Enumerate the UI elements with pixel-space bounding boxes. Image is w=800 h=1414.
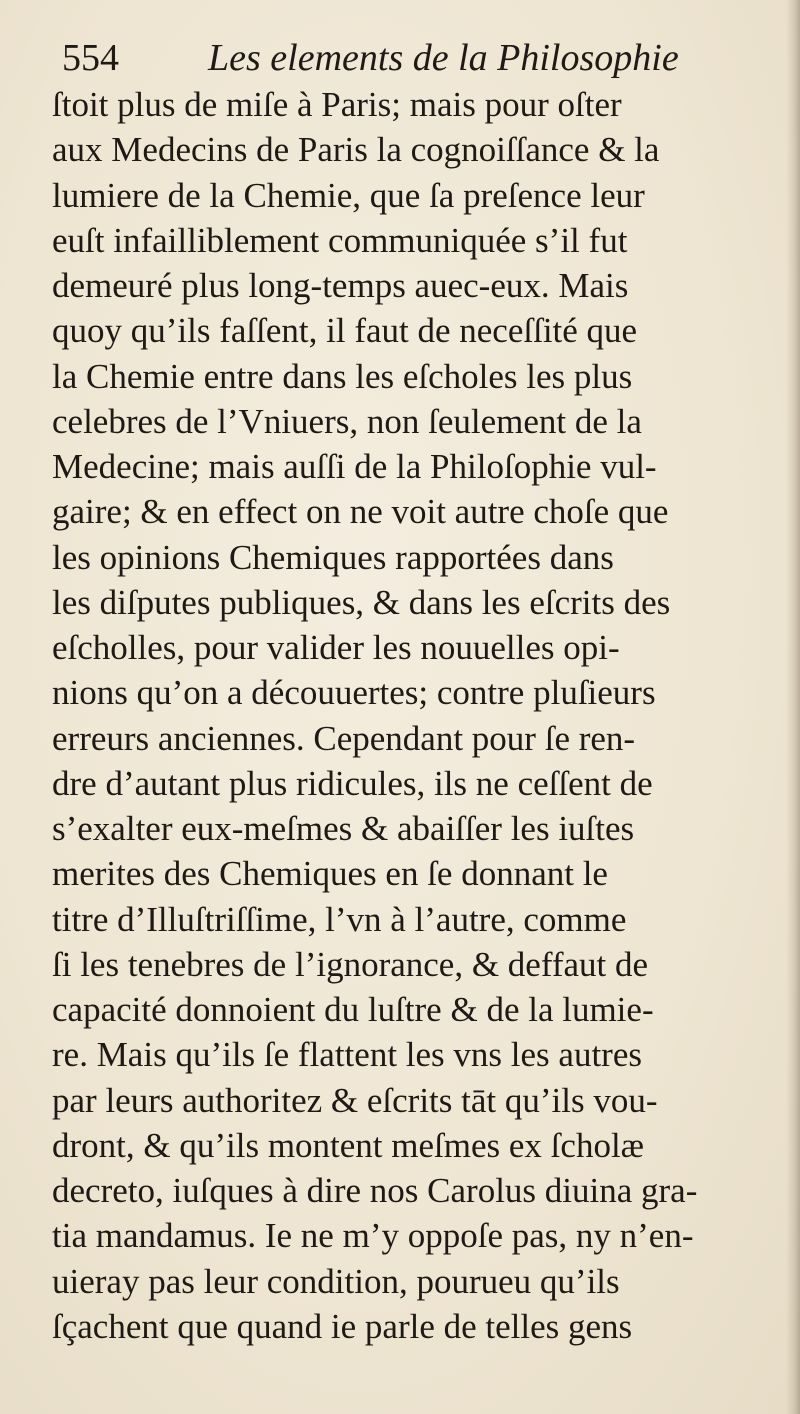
text-line: ſtoit plus de miſe à Paris; mais pour oſter — [52, 85, 622, 124]
text-line: aux Medecins de Paris la cognoiſſance & la — [52, 130, 660, 170]
text-line: ſi les tenebres de l’ignorance, & deffaut de — [52, 944, 649, 984]
text-line: re. Mais qu’ils ſe flattent les vns les autres — [52, 1035, 642, 1075]
text-line: uieray pas leur condition, pourueu qu’ils — [52, 1261, 620, 1301]
text-line: erreurs anciennes. Cependant pour ſe ren- — [52, 718, 636, 758]
text-line: la Chemie entre dans les eſcholes les plus — [52, 356, 633, 396]
text-line: capacité donnoient du luſtre & de la lumie- — [52, 990, 654, 1029]
text-line: euſt infailliblement communiquée s’il fut — [52, 220, 628, 260]
text-line: les opinions Chemiques rapportées dans — [52, 537, 614, 577]
text-line: Medecine; mais auſſi de la Philoſophie vul- — [52, 447, 657, 486]
text-line: demeuré plus long-temps auec-eux. Mais — [52, 266, 629, 305]
text-line: par leurs authoritez & eſcrits tāt qu’ils vou- — [52, 1080, 658, 1120]
text-line: dre d’autant plus ridicules, ils ne ceſſent de — [52, 763, 653, 803]
text-line: nions qu’on a découuertes; contre pluſieurs — [52, 673, 656, 713]
text-line: eſcholles, pour valider les nouuelles opi- — [52, 628, 620, 667]
text-line: s’exalter eux-meſmes & abaiſſer les iuſtes — [52, 809, 635, 848]
body-text — [52, 82, 772, 1349]
text-line: ſçachent que quand ie parle de telles gens — [52, 1306, 633, 1346]
text-line: quoy qu’ils faſſent, il faut de neceſſité que — [52, 311, 638, 351]
text-line: lumiere de la Chemie, que ſa preſence leur — [52, 175, 645, 215]
page-number: 554 — [62, 37, 119, 79]
text-line: gaire; & en effect on ne voit autre choſe que — [52, 492, 669, 532]
text-line: tia mandamus. Ie ne m’y oppoſe pas, ny n’en- — [52, 1216, 694, 1256]
page-edge — [786, 0, 800, 1414]
text-line: merites des Chemiques en ſe donnant le — [52, 854, 608, 894]
text-line: celebres de l’Vniuers, non ſeulement de la — [52, 401, 642, 441]
page-header — [62, 36, 762, 86]
text-line: les diſputes publiques, & dans les eſcrits des — [52, 582, 671, 622]
running-title: Les elements de la Philosophie — [208, 37, 679, 79]
text-line: decreto, iuſques à dire nos Carolus diuina gra- — [52, 1171, 698, 1210]
text-line: titre d’Illuſtriſſime, l’vn à l’autre, comme — [52, 899, 627, 939]
text-line: dront, & qu’ils montent meſmes ex ſcholæ — [52, 1125, 645, 1165]
